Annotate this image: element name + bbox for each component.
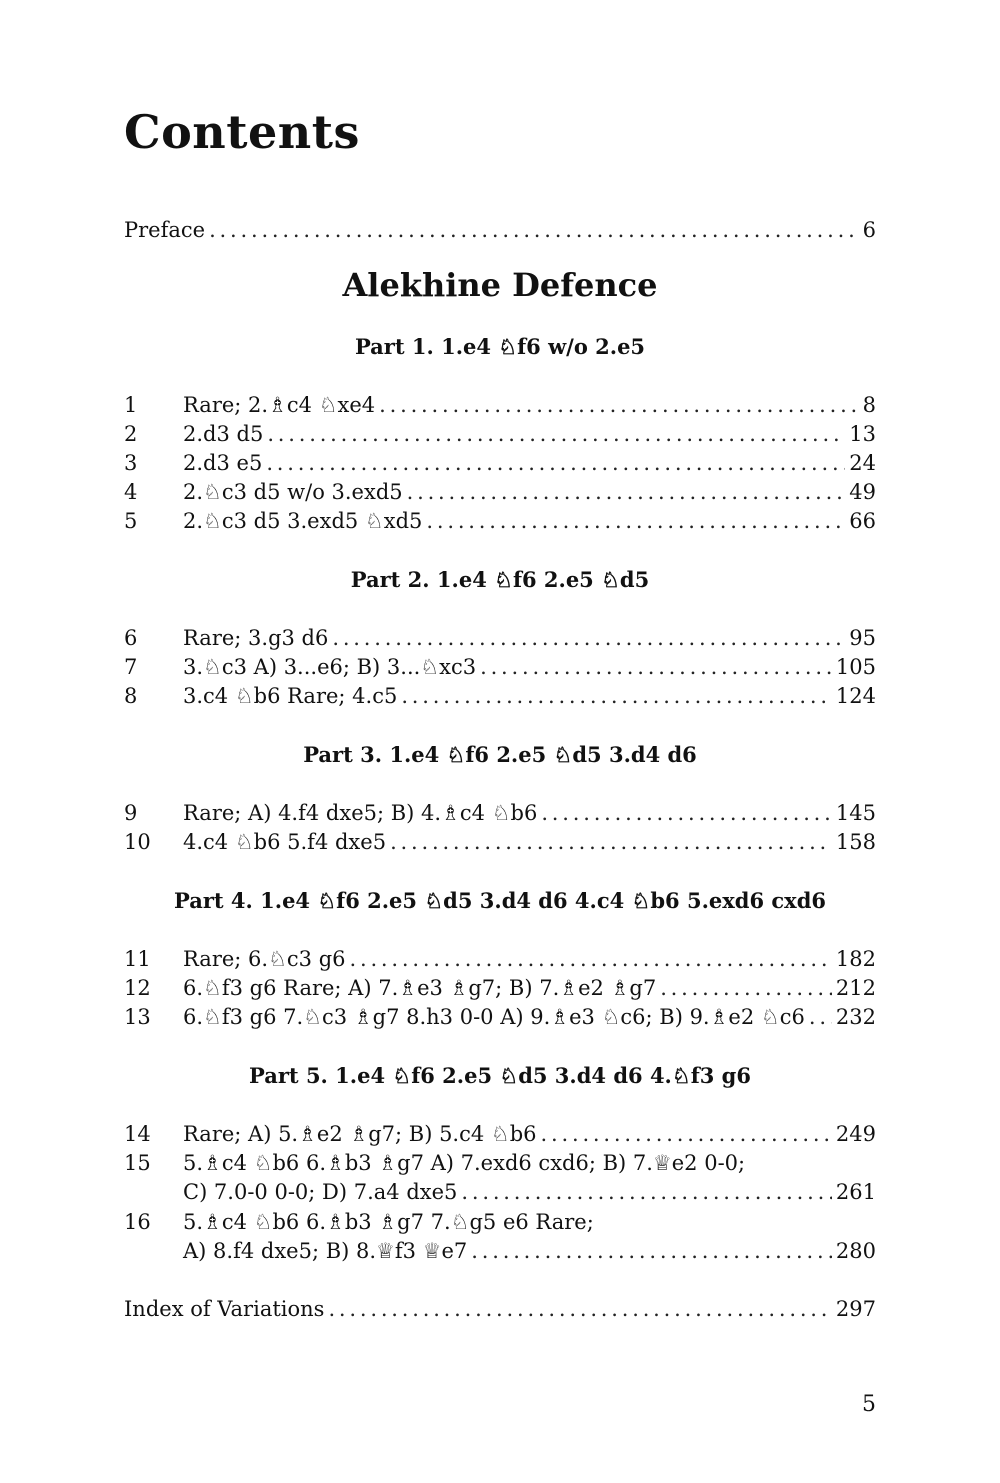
toc-entry-number: 11	[124, 947, 151, 971]
toc-entry-page: 124	[835, 684, 876, 708]
toc-entry[interactable]	[124, 1002, 876, 1032]
dot-leader	[267, 419, 845, 449]
dot-leader	[809, 1002, 832, 1032]
toc-entry-title-line1: 5.♗c4 ♘b6 6.♗b3 ♗g7 A) 7.exd6 cxd6; B) 7.♕e2 0-0;	[183, 1151, 746, 1175]
toc-entry[interactable]	[124, 506, 876, 536]
toc-entry-number: 1	[124, 393, 138, 417]
toc-entry[interactable]	[124, 390, 876, 420]
toc-entry[interactable]	[124, 827, 876, 857]
dot-leader	[390, 827, 832, 857]
toc-entry-number: 2	[124, 422, 138, 446]
toc-entry-title: 3.♘c3 A) 3...e6; B) 3...♘xc3	[183, 655, 477, 679]
toc-entry-number: 10	[124, 830, 151, 854]
dot-leader	[407, 477, 846, 507]
toc-entry-continuation[interactable]	[183, 1177, 876, 1207]
dot-leader	[426, 506, 845, 536]
toc-entry[interactable]	[124, 448, 876, 478]
toc-entry-page: 13	[849, 422, 876, 446]
toc-entry-title: Index of Variations	[124, 1297, 325, 1321]
dot-leader	[461, 1177, 832, 1207]
page-title: Contents	[124, 105, 360, 159]
toc-entry-page: 232	[835, 1005, 876, 1029]
toc-entry[interactable]	[124, 1207, 876, 1237]
toc-entry-number: 5	[124, 509, 138, 533]
toc-entry-number: 15	[124, 1151, 151, 1175]
toc-entry-page: 212	[835, 976, 876, 1000]
toc-entry-index[interactable]	[124, 1294, 876, 1324]
toc-entry-page: 24	[849, 451, 876, 475]
dot-leader	[209, 215, 859, 245]
toc-entry[interactable]	[124, 477, 876, 507]
dot-leader	[266, 448, 845, 478]
toc-entry-title-line1: 5.♗c4 ♘b6 6.♗b3 ♗g7 7.♘g5 e6 Rare;	[183, 1210, 594, 1234]
toc-entry-title: Rare; 3.g3 d6	[183, 626, 329, 650]
toc-entry[interactable]	[124, 419, 876, 449]
toc-entry-title: 4.c4 ♘b6 5.f4 dxe5	[183, 830, 387, 854]
toc-entry[interactable]	[124, 652, 876, 682]
toc-entry-preface[interactable]	[124, 215, 876, 245]
toc-entry-number: 16	[124, 1210, 151, 1234]
toc-entry-number: 4	[124, 480, 138, 504]
toc-entry-number: 12	[124, 976, 151, 1000]
section-title: Alekhine Defence	[342, 266, 658, 304]
toc-entry-title: Rare; 6.♘c3 g6	[183, 947, 346, 971]
page-number: 5	[862, 1392, 876, 1417]
dot-leader	[471, 1236, 832, 1266]
toc-entry-title: 2.♘c3 d5 3.exd5 ♘xd5	[183, 509, 423, 533]
toc-entry-number: 6	[124, 626, 138, 650]
toc-entry-page: 66	[849, 509, 876, 533]
part-heading: Part 1. 1.e4 ♘f6 w/o 2.e5	[354, 334, 646, 359]
toc-entry-title: Rare; 2.♗c4 ♘xe4	[183, 393, 376, 417]
dot-leader	[328, 1294, 831, 1324]
toc-entry-number: 13	[124, 1005, 151, 1029]
part-heading: Part 4. 1.e4 ♘f6 2.e5 ♘d5 3.d4 d6 4.c4 ♘b6 5.exd6 cxd6	[174, 888, 826, 913]
dot-leader	[332, 623, 845, 653]
part-heading: Part 2. 1.e4 ♘f6 2.e5 ♘d5	[350, 567, 650, 592]
toc-entry-title: 2.♘c3 d5 w/o 3.exd5	[183, 480, 403, 504]
toc-entry-number: 7	[124, 655, 138, 679]
toc-entry-number: 9	[124, 801, 138, 825]
toc-entry-title: Rare; A) 5.♗e2 ♗g7; B) 5.c4 ♘b6	[183, 1122, 537, 1146]
dot-leader	[401, 681, 832, 711]
toc-entry-title: Preface	[124, 218, 206, 242]
toc-entry-title-line2: C) 7.0-0 0-0; D) 7.a4 dxe5	[183, 1180, 458, 1204]
toc-entry-number: 8	[124, 684, 138, 708]
dot-leader	[541, 1119, 832, 1149]
dot-leader	[541, 798, 832, 828]
toc-entry[interactable]	[124, 623, 876, 653]
toc-entry-page: 105	[835, 655, 876, 679]
dot-leader	[379, 390, 858, 420]
toc-entry-continuation[interactable]	[183, 1236, 876, 1266]
dot-leader	[480, 652, 832, 682]
toc-entry-page: 158	[835, 830, 876, 854]
dot-leader	[350, 944, 832, 974]
part-heading: Part 5. 1.e4 ♘f6 2.e5 ♘d5 3.d4 d6 4.♘f3 g6	[249, 1063, 751, 1088]
toc-entry-number: 14	[124, 1122, 151, 1146]
toc-entry[interactable]	[124, 944, 876, 974]
toc-entry-title: 6.♘f3 g6 Rare; A) 7.♗e3 ♗g7; B) 7.♗e2 ♗g7	[183, 976, 657, 1000]
toc-entry-page: 182	[835, 947, 876, 971]
toc-entry-title: Rare; A) 4.f4 dxe5; B) 4.♗c4 ♘b6	[183, 801, 538, 825]
part-heading: Part 3. 1.e4 ♘f6 2.e5 ♘d5 3.d4 d6	[303, 742, 697, 767]
toc-entry-page: 6	[862, 218, 876, 242]
toc-entry-title: 2.d3 d5	[183, 422, 264, 446]
toc-entry-page: 297	[835, 1297, 876, 1321]
toc-entry-page: 280	[835, 1239, 876, 1263]
toc-entry[interactable]	[124, 973, 876, 1003]
toc-entry[interactable]	[124, 798, 876, 828]
toc-entry-title-line2: A) 8.f4 dxe5; B) 8.♕f3 ♕e7	[183, 1239, 468, 1263]
toc-entry-page: 49	[849, 480, 876, 504]
dot-leader	[660, 973, 832, 1003]
toc-entry-title: 3.c4 ♘b6 Rare; 4.c5	[183, 684, 398, 708]
toc-entry-title: 6.♘f3 g6 7.♘c3 ♗g7 8.h3 0-0 A) 9.♗e3 ♘c6; B) 9.♗e2 ♘c6	[183, 1005, 805, 1029]
toc-entry-page: 261	[835, 1180, 876, 1204]
toc-entry-page: 8	[862, 393, 876, 417]
toc-entry[interactable]	[124, 1148, 876, 1178]
toc-entry-page: 145	[835, 801, 876, 825]
toc-entry-page: 249	[835, 1122, 876, 1146]
toc-entry[interactable]	[124, 681, 876, 711]
toc-entry-page: 95	[849, 626, 876, 650]
toc-entry-title: 2.d3 e5	[183, 451, 263, 475]
toc-entry-number: 3	[124, 451, 138, 475]
toc-entry[interactable]	[124, 1119, 876, 1149]
